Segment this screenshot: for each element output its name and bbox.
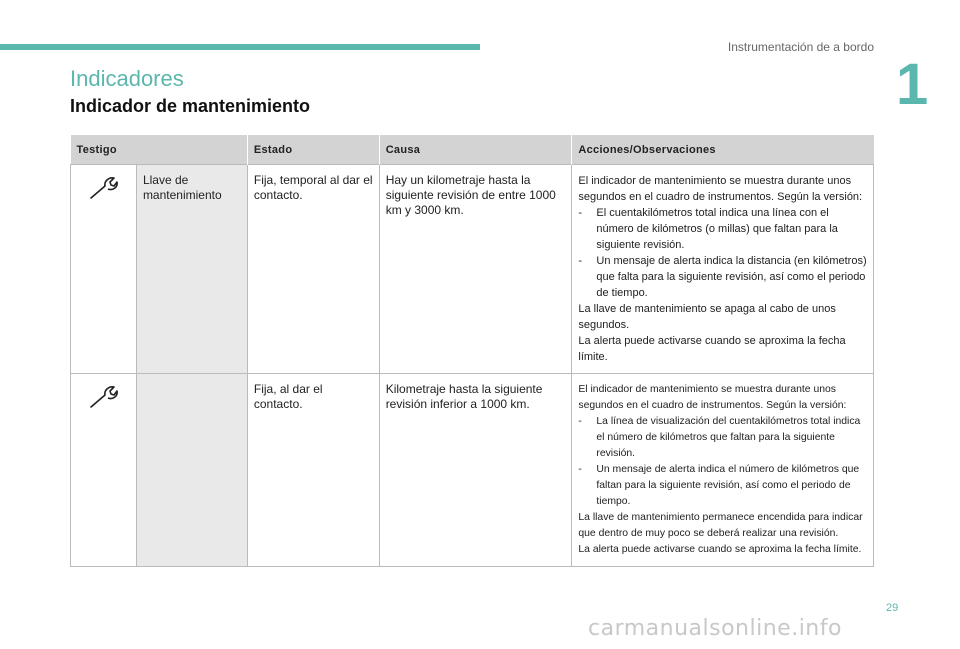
table-row <box>71 165 874 374</box>
page-subtitle: Indicador de mantenimiento <box>70 96 311 116</box>
notes-bullet: - La línea de visualización del cuentakilómetros total indica el número de kilómetros que faltan para la siguiente revisión. <box>578 416 861 459</box>
col-estado: Estado <box>247 135 379 165</box>
col-testigo: Testigo <box>71 135 248 165</box>
indicator-name <box>136 374 247 567</box>
section-title: Instrumentación de a bordo <box>727 40 874 54</box>
notes-end: La llave de mantenimiento permanece encendida para indicar que dentro de muy poco se deberá realizar una revisión. <box>578 512 863 539</box>
indicator-table <box>70 135 874 567</box>
table-row <box>71 374 874 567</box>
indicator-state: Fija, al dar el contacto. <box>247 374 379 567</box>
notes-bullet: - El cuentakilómetros total indica una línea con el número de kilómetros (o millas) que faltan para la siguiente revisión. <box>578 207 838 251</box>
notes-intro: El indicador de mantenimiento se muestra durante unos segundos en el cuadro de instrumentos. Según la versión: <box>578 384 847 411</box>
indicator-cause: Hay un kilometraje hasta la siguiente revisión de entre 1000 km y 3000 km. <box>379 165 572 374</box>
chapter-number: 1 <box>896 52 929 117</box>
page-number: 29 <box>886 602 899 614</box>
notes-end: La llave de mantenimiento se apaga al cabo de unos segundos. <box>578 303 836 331</box>
col-acciones: Acciones/Observaciones <box>572 135 874 165</box>
indicator-name: Llave de mantenimiento <box>136 165 247 374</box>
icon-cell <box>71 165 137 374</box>
wrench-icon <box>88 175 118 201</box>
notes-bullet: - Un mensaje de alerta indica el número de kilómetros que faltan para la siguiente revisión, así como el periodo de tiempo. <box>578 464 860 507</box>
icon-cell <box>71 374 137 567</box>
table-header-row <box>71 135 874 165</box>
indicator-notes <box>572 165 874 374</box>
notes-end: La alerta puede activarse cuando se aproxima la fecha límite. <box>578 544 862 555</box>
accent-bar <box>0 44 480 50</box>
notes-bullet: - Un mensaje de alerta indica la distancia (en kilómetros) que falta para la siguiente revisión, así como el periodo de tiempo. <box>578 255 867 299</box>
col-causa: Causa <box>379 135 572 165</box>
notes-intro: El indicador de mantenimiento se muestra durante unos segundos en el cuadro de instrumentos. Según la versión: <box>578 175 863 203</box>
page-title: Indicadores <box>70 66 184 91</box>
indicator-notes <box>572 374 874 567</box>
indicator-state: Fija, temporal al dar el contacto. <box>247 165 379 374</box>
watermark-text: carmanualsonline.info <box>588 616 842 641</box>
indicator-cause: Kilometraje hasta la siguiente revisión inferior a 1000 km. <box>379 374 572 567</box>
wrench-icon <box>88 384 118 410</box>
notes-end: La alerta puede activarse cuando se aproxima la fecha límite. <box>578 335 846 363</box>
